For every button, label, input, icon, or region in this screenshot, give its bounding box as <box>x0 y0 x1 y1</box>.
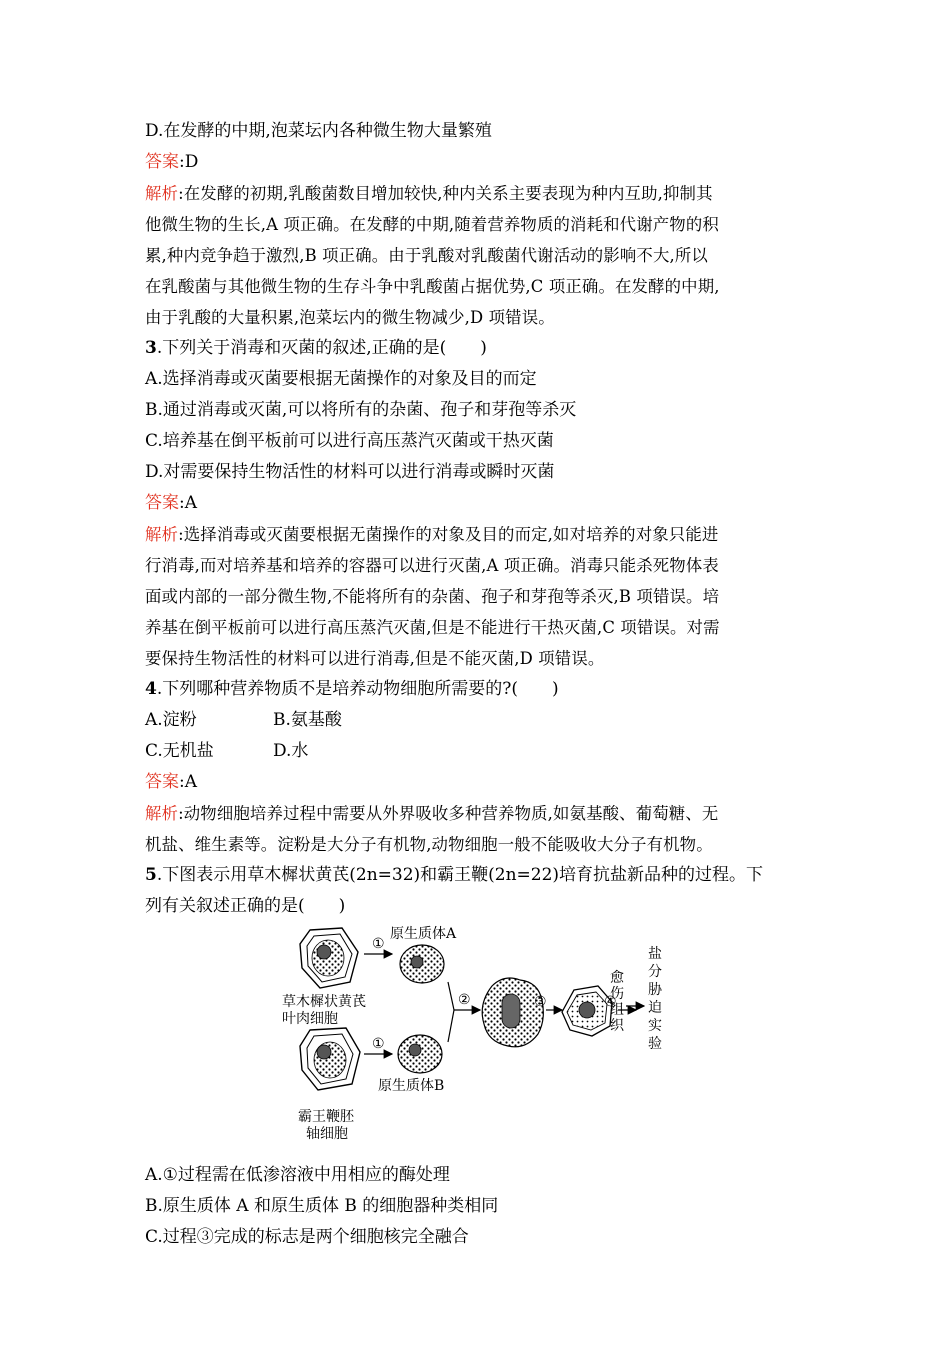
protoplast-b-icon <box>398 1035 442 1073</box>
explanation-label: 解析 <box>145 804 179 823</box>
protoplast-a-icon <box>400 945 444 983</box>
fused-cell-icon <box>482 978 543 1047</box>
q4-option-c: C.无机盐 <box>145 741 214 761</box>
answer-value: :D <box>179 152 199 172</box>
callus-char: 伤 <box>610 986 624 1002</box>
answer-value: :A <box>179 772 198 792</box>
q2-answer <box>145 147 810 178</box>
q3-option-b: B.通过消毒或灭菌,可以将所有的杂菌、孢子和芽孢等杀灭 <box>145 400 577 420</box>
salt-test-char: 迫 <box>648 1000 662 1016</box>
callus-char: 织 <box>610 1018 624 1034</box>
q3-explanation-line: 要保持生物活性的材料可以进行消毒,但是不能灭菌,D 项错误。 <box>145 649 605 668</box>
q5-stem: 5.下图表示用草木樨状黄芪(2n=32)和霸王鞭(2n=22)培育抗盐新品种的过程。下 <box>145 865 764 885</box>
step-3-label: ③ <box>534 994 547 1010</box>
question-number: 3 <box>145 338 157 358</box>
explanation-label: 解析 <box>145 184 179 203</box>
step-1-label: ① <box>372 936 385 952</box>
q4-option-a: A.淀粉 <box>145 710 197 730</box>
q5-option-b: B.原生质体 A 和原生质体 B 的细胞器种类相同 <box>145 1196 499 1216</box>
answer-label: 答案 <box>145 493 179 513</box>
q2-explanation-line: 由于乳酸的大量积累,泡菜坛内的微生物减少,D 项错误。 <box>145 308 555 327</box>
protoplast-a-label: 原生质体A <box>390 926 457 942</box>
protoplast-b-label: 原生质体B <box>378 1078 445 1094</box>
q3-explanation-line: 面或内部的一部分微生物,不能将所有的杂菌、孢子和芽孢等杀灭,B 项错误。培 <box>145 587 720 606</box>
q5-stem-continued: 列有关叙述正确的是( ) <box>145 896 346 916</box>
embryo-axis-cell-icon <box>300 1028 360 1090</box>
q4-option-b: B.氨基酸 <box>273 710 342 730</box>
step-4-label: ④ <box>604 994 617 1010</box>
cell-a-label-line2: 叶肉细胞 <box>282 1011 338 1027</box>
callus-char: 愈 <box>610 970 624 986</box>
salt-test-char: 验 <box>648 1036 662 1052</box>
q3-explanation-line: 养基在倒平板前可以进行高压蒸汽灭菌,但是不能进行干热灭菌,C 项错误。对需 <box>145 618 720 637</box>
answer-label: 答案 <box>145 772 179 792</box>
q2-explanation-line: 解析:在发酵的初期,乳酸菌数目增加较快,种内关系主要表现为种内互助,抑制其 <box>145 184 713 203</box>
salt-test-char: 实 <box>648 1018 662 1034</box>
step-1-label: ① <box>372 1036 385 1052</box>
fusion-process-figure <box>145 924 810 1160</box>
q4-option-d: D.水 <box>273 741 309 761</box>
q3-explanation-line: 行消毒,而对培养基和培养的容器可以进行灭菌,A 项正确。消毒只能杀死物体表 <box>145 556 719 575</box>
salt-test-char: 盐 <box>648 946 662 962</box>
q3-stem: 3.下列关于消毒和灭菌的叙述,正确的是( ) <box>145 338 487 358</box>
q2-option-d: D.在发酵的中期,泡菜坛内各种微生物大量繁殖 <box>145 121 492 141</box>
q5-option-c: C.过程③完成的标志是两个细胞核完全融合 <box>145 1227 469 1247</box>
q3-explanation-line: 解析:选择消毒或灭菌要根据无菌操作的对象及目的而定,如对培养的对象只能进 <box>145 525 719 544</box>
q4-options-row <box>145 736 810 767</box>
callus-char: 组 <box>610 1002 624 1018</box>
step-2-label: ② <box>458 992 471 1008</box>
q3-option-a: A.选择消毒或灭菌要根据无菌操作的对象及目的而定 <box>145 369 537 389</box>
question-number: 4 <box>145 679 157 699</box>
document-page <box>145 116 810 1253</box>
q4-options-row <box>145 705 810 736</box>
q4-answer <box>145 767 810 798</box>
q2-explanation-line: 在乳酸菌与其他微生物的生存斗争中乳酸菌占据优势,C 项正确。在发酵的中期, <box>145 277 720 296</box>
salt-test-char: 胁 <box>648 982 662 998</box>
q3-option-d: D.对需要保持生物活性的材料可以进行消毒或瞬时灭菌 <box>145 462 555 482</box>
q4-explanation-line: 机盐、维生素等。淀粉是大分子有机物,动物细胞一般不能吸收大分子有机物。 <box>145 835 713 854</box>
answer-value: :A <box>179 493 198 513</box>
q2-explanation-line: 他微生物的生长,A 项正确。在发酵的中期,随着营养物质的消耗和代谢产物的积 <box>145 215 719 234</box>
salt-test-char: 分 <box>648 964 662 980</box>
cell-a-label-line1: 草木樨状黄芪 <box>282 994 366 1010</box>
question-number: 5 <box>145 865 157 885</box>
q5-option-a: A.①过程需在低渗溶液中用相应的酶处理 <box>145 1165 450 1185</box>
q3-option-c: C.培养基在倒平板前可以进行高压蒸汽灭菌或干热灭菌 <box>145 431 554 451</box>
explanation-label: 解析 <box>145 525 179 544</box>
cell-b-label-line2: 轴细胞 <box>306 1126 348 1142</box>
mesophyll-cell-icon <box>300 928 358 988</box>
q4-explanation-line: 解析:动物细胞培养过程中需要从外界吸收多种营养物质,如氨基酸、葡萄糖、无 <box>145 804 719 823</box>
answer-label: 答案 <box>145 152 179 172</box>
q3-answer <box>145 488 810 519</box>
fusion-diagram <box>280 924 670 1158</box>
cell-b-label-line1: 霸王鞭胚 <box>298 1109 354 1125</box>
converge-lines <box>448 982 454 1042</box>
q4-stem: 4.下列哪种营养物质不是培养动物细胞所需要的?( ) <box>145 679 559 699</box>
q2-explanation-line: 累,种内竞争趋于激烈,B 项正确。由于乳酸对乳酸菌代谢活动的影响不大,所以 <box>145 246 708 265</box>
